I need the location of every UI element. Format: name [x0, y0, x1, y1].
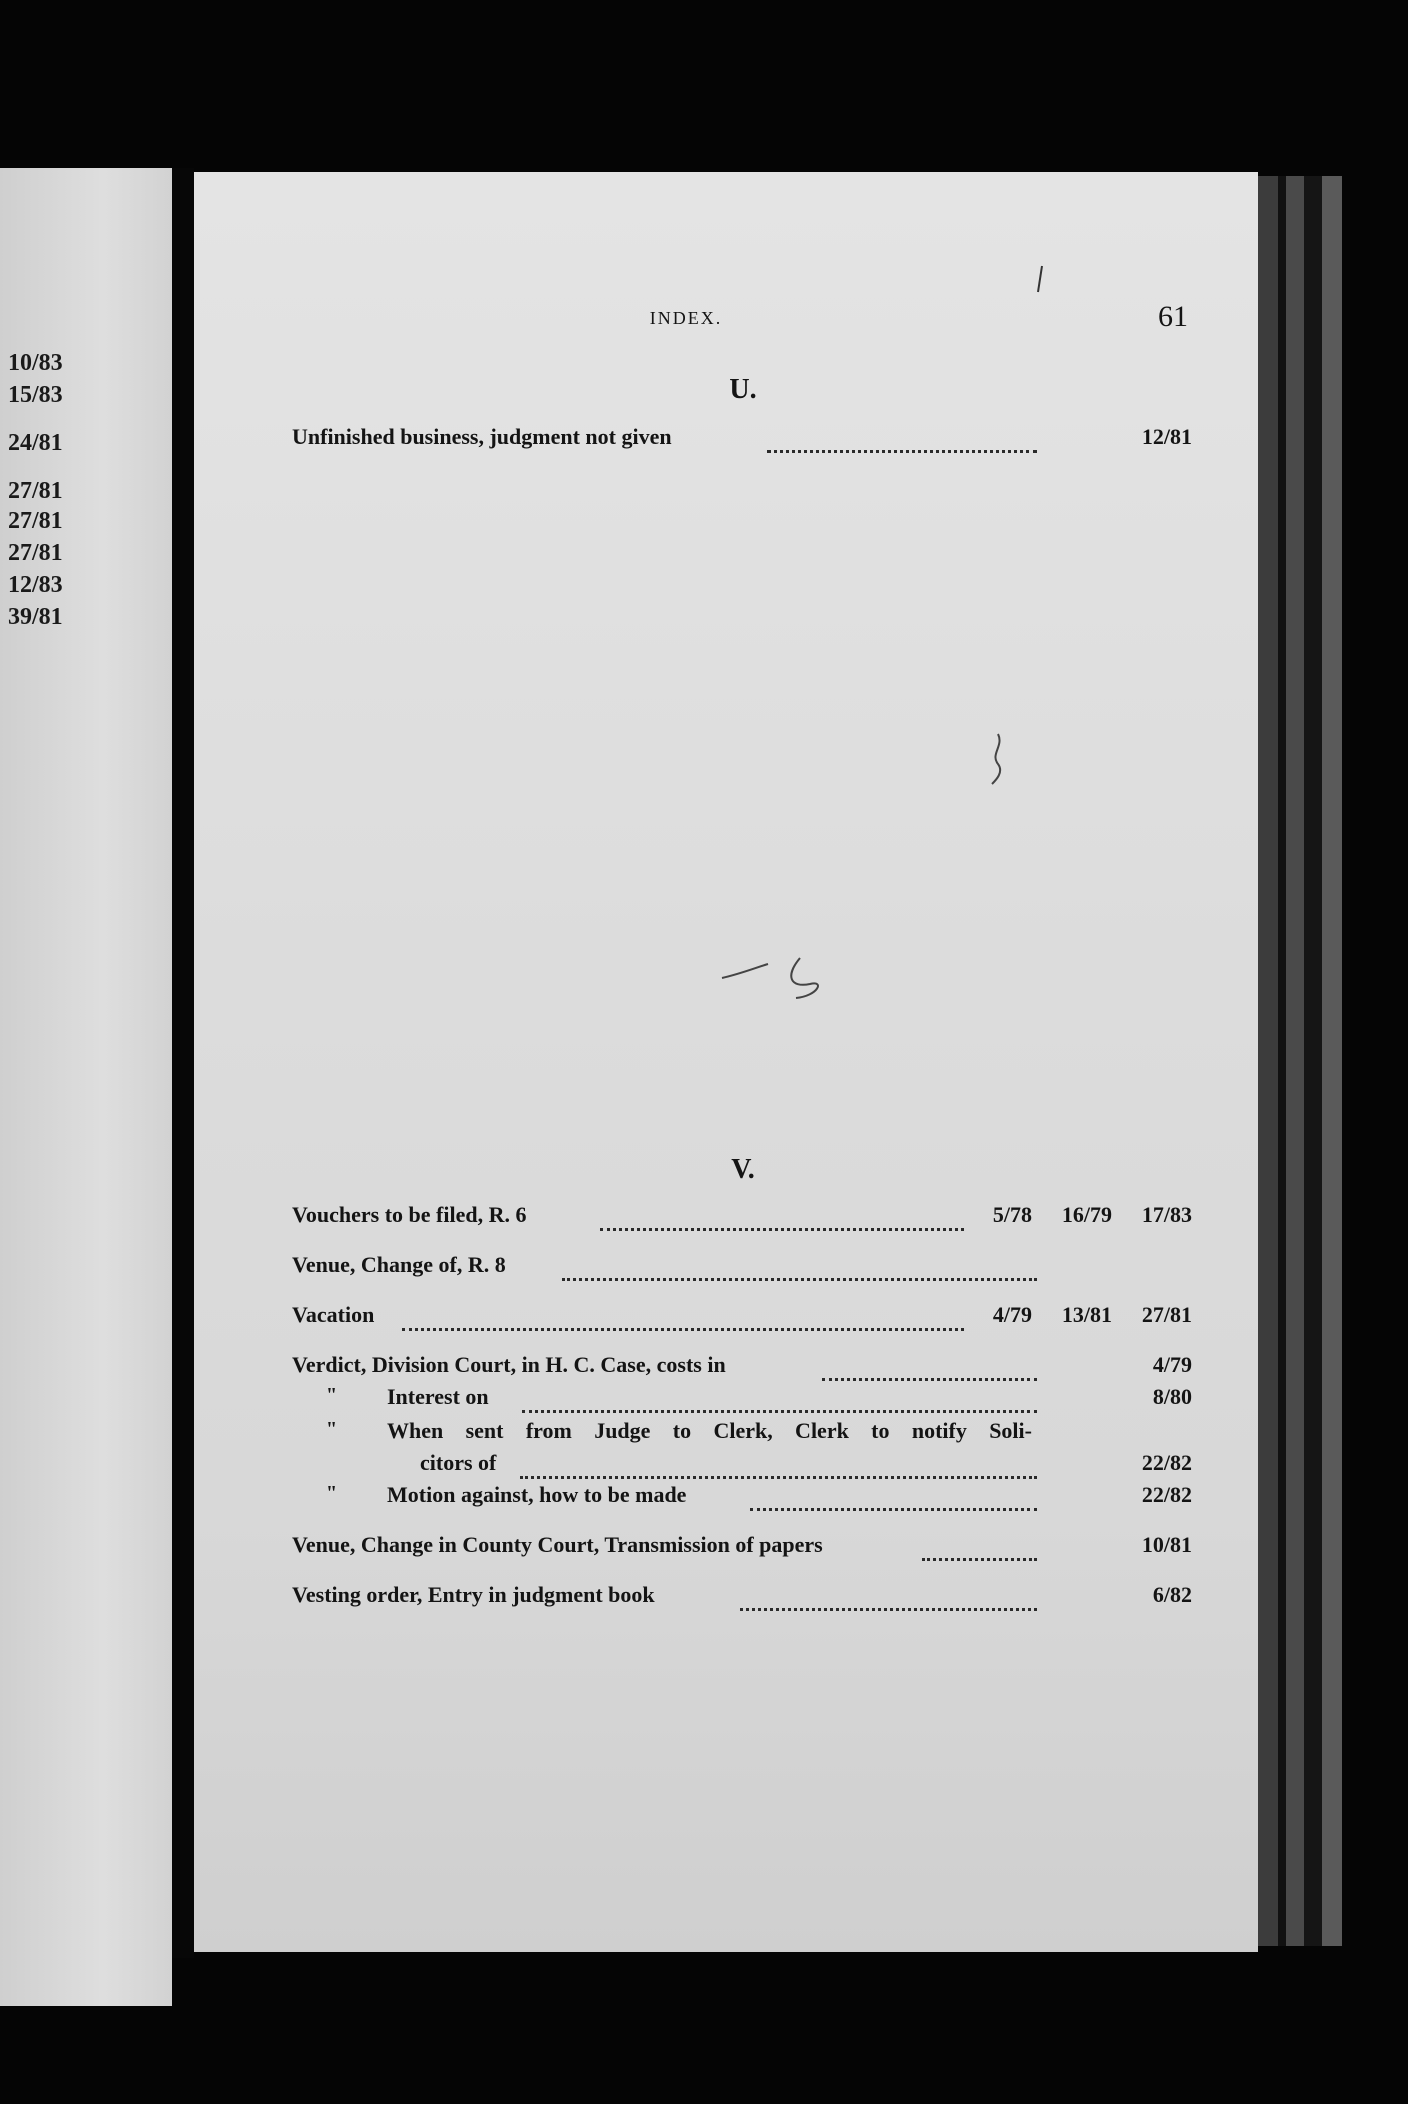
- running-title-text: INDEX.: [649, 308, 723, 328]
- entry-text: Vesting order, Entry in judgment book: [292, 1582, 655, 1607]
- index-subentry: [292, 1482, 1192, 1514]
- entry-ref: 8/80: [1152, 1384, 1192, 1409]
- ditto-mark: ": [326, 1482, 338, 1504]
- page-edge: [1258, 176, 1278, 1946]
- entry-text: Unfinished business, judgment not given: [292, 424, 672, 449]
- entry-ref: 17/83: [1141, 1202, 1192, 1227]
- entry-ref: 5/78: [992, 1202, 1032, 1227]
- pencil-mark-icon: [700, 950, 840, 1010]
- index-entry: [292, 1302, 1192, 1334]
- entry-ref: 6/82: [1152, 1582, 1192, 1607]
- entry-ref: 16/79: [1061, 1202, 1112, 1227]
- entry-text: Motion against, how to be made: [387, 1482, 687, 1507]
- leader-dots: [520, 1456, 1037, 1479]
- entry-ref: 13/81: [1061, 1302, 1112, 1327]
- entry-text: Venue, Change in County Court, Transmission of papers: [292, 1532, 823, 1557]
- leader-dots: [600, 1208, 964, 1231]
- entry-text: citors of: [420, 1450, 497, 1475]
- left-page-number: 24/81: [8, 430, 63, 456]
- entry-ref: 22/82: [1141, 1450, 1192, 1475]
- leader-dots: [750, 1488, 1037, 1511]
- book-gutter: [172, 168, 194, 1958]
- leader-dots: [922, 1538, 1037, 1561]
- index-entry: [292, 1532, 1192, 1564]
- leader-dots: [562, 1258, 1037, 1281]
- index-entry: [292, 424, 1192, 456]
- leader-dots: [402, 1308, 964, 1331]
- entry-ref: 12/81: [1141, 424, 1192, 449]
- leader-dots: [767, 430, 1037, 453]
- page-edge: [1304, 176, 1322, 1946]
- entry-text: Interest on: [387, 1384, 489, 1409]
- entry-text: When sent from Judge to Clerk, Clerk to notify Soli-: [387, 1418, 1032, 1443]
- page-edge: [1286, 176, 1304, 1946]
- index-entry: [292, 1252, 1192, 1284]
- entry-ref: 22/82: [1141, 1482, 1192, 1507]
- entry-ref: 27/81: [1141, 1302, 1192, 1327]
- index-subentry: [292, 1384, 1192, 1416]
- pencil-mark-icon: [1030, 262, 1050, 302]
- pencil-mark-icon: [984, 730, 1014, 790]
- index-entry: [292, 1202, 1192, 1234]
- left-page-number: 10/83: [8, 350, 63, 376]
- leader-dots: [522, 1390, 1037, 1413]
- page-edge: [1278, 176, 1286, 1946]
- entry-ref: 4/79: [992, 1302, 1032, 1327]
- left-page-number: 39/81: [8, 604, 63, 630]
- ditto-mark: ": [326, 1384, 338, 1406]
- entry-ref: 4/79: [1152, 1352, 1192, 1377]
- left-page-number: 27/81: [8, 540, 63, 566]
- left-page-number: 27/81: [8, 508, 63, 534]
- left-page-number: 27/81: [8, 478, 63, 504]
- page-edge: [1322, 176, 1342, 1946]
- entry-ref: 10/81: [1141, 1532, 1192, 1557]
- entry-text: Venue, Change of, R. 8: [292, 1252, 506, 1277]
- left-page-number: 15/83: [8, 382, 63, 408]
- index-entry: [292, 1352, 1192, 1384]
- entry-text: Vacation: [292, 1302, 375, 1327]
- left-page-number: 12/83: [8, 572, 63, 598]
- entry-text: Vouchers to be filed, R. 6: [292, 1202, 527, 1227]
- leader-dots: [822, 1358, 1037, 1381]
- left-facing-page: [0, 168, 172, 2006]
- page-number: 61: [1158, 300, 1188, 333]
- index-entry: [292, 1582, 1192, 1614]
- entry-text: Verdict, Division Court, in H. C. Case, costs in: [292, 1352, 726, 1377]
- index-subentry-continuation: [292, 1450, 1192, 1482]
- leader-dots: [740, 1588, 1037, 1611]
- ditto-mark: ": [326, 1418, 338, 1440]
- running-title: [0, 308, 1408, 329]
- section-letter-u: U.: [729, 374, 757, 405]
- index-subentry: [292, 1418, 1192, 1450]
- section-letter-v: V.: [731, 1154, 755, 1185]
